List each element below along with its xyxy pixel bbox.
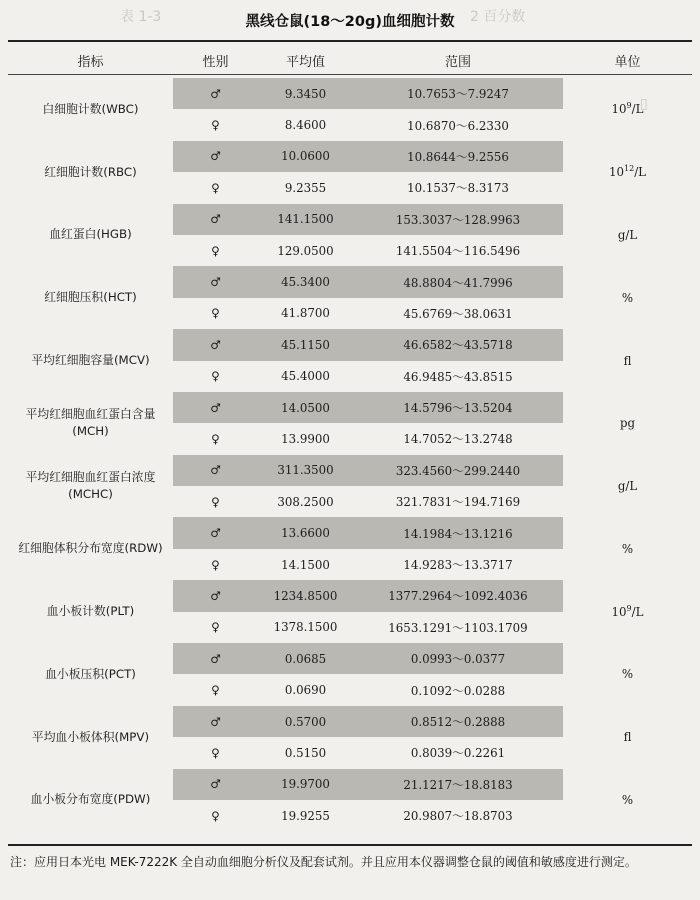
range-value: 323.4560～299.2440 xyxy=(353,455,563,486)
mean-value: 14.1500 xyxy=(258,549,353,580)
unit-cell xyxy=(563,141,692,204)
indicator-cell: 平均血小板体积(MPV) xyxy=(31,729,150,744)
range-value: 10.6870～6.2330 xyxy=(353,109,563,140)
unit-base: g/L xyxy=(617,479,638,494)
table-row xyxy=(8,643,692,674)
unit-base: fl xyxy=(623,730,632,745)
sex-symbol: ♀ xyxy=(173,612,258,643)
unit-base: % xyxy=(621,541,634,556)
header-rule xyxy=(8,74,692,75)
table-row xyxy=(8,141,692,172)
sex-symbol: ♂ xyxy=(173,78,258,109)
indicator-cell: 血小板计数(PLT) xyxy=(46,604,135,619)
mean-value: 0.5150 xyxy=(258,737,353,768)
range-value: 21.1217～18.8183 xyxy=(353,769,563,800)
sex-symbol: ♀ xyxy=(173,486,258,517)
bleed-through-text: ▯ xyxy=(640,96,648,112)
indicator-cell: 红细胞体积分布宽度(RDW) xyxy=(18,541,163,556)
unit-cell xyxy=(563,78,692,141)
unit-cell xyxy=(563,769,692,832)
sex-symbol: ♀ xyxy=(173,423,258,454)
range-value: 14.1984～13.1216 xyxy=(353,517,563,548)
unit-base: fl xyxy=(623,353,632,368)
table-row xyxy=(8,329,692,360)
unit-tail: /L xyxy=(631,604,644,619)
mean-value: 0.0685 xyxy=(258,643,353,674)
mean-value: 41.8700 xyxy=(258,298,353,329)
unit-base: pg xyxy=(619,416,636,431)
indicator-cell: 平均红细胞容量(MCV) xyxy=(31,352,150,367)
range-value: 10.8644～9.2556 xyxy=(353,141,563,172)
sex-symbol: ♀ xyxy=(173,298,258,329)
mean-value: 1234.8500 xyxy=(258,580,353,611)
unit-exponent: 12 xyxy=(624,164,635,174)
range-value: 20.9807～18.8703 xyxy=(353,800,563,831)
header-mean: 平均值 xyxy=(285,55,325,70)
mean-value: 0.5700 xyxy=(258,706,353,737)
unit-cell xyxy=(563,266,692,329)
mean-value: 311.3500 xyxy=(258,455,353,486)
mean-value: 141.1500 xyxy=(258,204,353,235)
mean-value: 9.3450 xyxy=(258,78,353,109)
mean-value: 9.2355 xyxy=(258,172,353,203)
sex-symbol: ♂ xyxy=(173,643,258,674)
unit-base: % xyxy=(621,792,634,807)
table-title: 黑线仓鼠(18～20g)血细胞计数 xyxy=(245,14,455,30)
unit-base: 10 xyxy=(611,102,627,117)
range-value: 0.0993～0.0377 xyxy=(353,643,563,674)
sex-symbol: ♂ xyxy=(173,141,258,172)
range-value: 46.6582～43.5718 xyxy=(353,329,563,360)
unit-cell xyxy=(563,580,692,643)
unit-cell xyxy=(563,204,692,267)
range-value: 14.7052～13.2748 xyxy=(353,423,563,454)
table-row xyxy=(8,769,692,800)
table-row xyxy=(8,706,692,737)
range-value: 0.8039～0.2261 xyxy=(353,737,563,768)
mean-value: 10.0600 xyxy=(258,141,353,172)
mean-value: 129.0500 xyxy=(258,235,353,266)
indicator-cell: 平均红细胞血红蛋白浓度(MCHC) xyxy=(25,469,156,502)
indicator-cell: 平均红细胞血红蛋白含量(MCH) xyxy=(25,407,156,439)
mean-value: 14.0500 xyxy=(258,392,353,423)
header-sex: 性别 xyxy=(202,55,229,70)
table-row xyxy=(8,204,692,235)
indicator-cell: 红细胞计数(RBC) xyxy=(44,164,137,179)
range-value: 141.5504～116.5496 xyxy=(353,235,563,266)
range-value: 321.7831～194.7169 xyxy=(353,486,563,517)
header-indicator: 指标 xyxy=(77,55,104,70)
unit-base: % xyxy=(621,290,634,305)
table-row xyxy=(8,517,692,548)
header-range: 范围 xyxy=(444,55,471,70)
range-value: 0.8512～0.2888 xyxy=(353,706,563,737)
sex-symbol: ♀ xyxy=(173,674,258,705)
indicator-cell: 血小板压积(PCT) xyxy=(45,666,136,681)
document-page xyxy=(8,0,692,900)
sex-symbol: ♂ xyxy=(173,706,258,737)
range-value: 10.1537～8.3173 xyxy=(353,172,563,203)
indicator-cell: 血小板分布宽度(PDW) xyxy=(30,792,151,807)
sex-symbol: ♀ xyxy=(173,737,258,768)
sex-symbol: ♂ xyxy=(173,392,258,423)
sex-symbol: ♂ xyxy=(173,517,258,548)
sex-symbol: ♀ xyxy=(173,235,258,266)
range-value: 1653.1291～1103.1709 xyxy=(353,612,563,643)
header-unit: 单位 xyxy=(614,55,641,70)
unit-exponent: 9 xyxy=(626,603,632,613)
unit-base: g/L xyxy=(617,227,638,242)
mean-value: 19.9255 xyxy=(258,800,353,831)
mean-value: 13.9900 xyxy=(258,423,353,454)
unit-exponent: 9 xyxy=(626,101,632,111)
table-top-rule xyxy=(8,40,692,42)
unit-base: 10 xyxy=(611,604,627,619)
mean-value: 8.4600 xyxy=(258,109,353,140)
table-row xyxy=(8,78,692,109)
range-value: 0.1092～0.0288 xyxy=(353,674,563,705)
mean-value: 0.0690 xyxy=(258,674,353,705)
mean-value: 45.4000 xyxy=(258,361,353,392)
sex-symbol: ♀ xyxy=(173,800,258,831)
unit-tail: /L xyxy=(631,102,644,117)
unit-cell xyxy=(563,392,692,455)
mean-value: 45.1150 xyxy=(258,329,353,360)
mean-value: 1378.1500 xyxy=(258,612,353,643)
table-header xyxy=(8,48,692,74)
blood-count-table xyxy=(8,78,692,831)
indicator-cell: 红细胞压积(HCT) xyxy=(44,290,137,305)
unit-cell xyxy=(563,455,692,518)
indicator-cell: 白细胞计数(WBC) xyxy=(42,101,139,116)
range-value: 153.3037～128.9963 xyxy=(353,204,563,235)
range-value: 10.7653～7.9247 xyxy=(353,78,563,109)
bleed-through-text: 2 百分数 xyxy=(470,9,526,25)
mean-value: 45.3400 xyxy=(258,266,353,297)
table-row xyxy=(8,580,692,611)
unit-base: % xyxy=(621,667,634,682)
unit-cell xyxy=(563,517,692,580)
table-row xyxy=(8,455,692,486)
indicator-cell: 血红蛋白(HGB) xyxy=(49,227,132,242)
sex-symbol: ♂ xyxy=(173,266,258,297)
mean-value: 19.9700 xyxy=(258,769,353,800)
sex-symbol: ♂ xyxy=(173,580,258,611)
table-row xyxy=(8,266,692,297)
sex-symbol: ♀ xyxy=(173,361,258,392)
unit-cell xyxy=(563,706,692,769)
range-value: 14.5796～13.5204 xyxy=(353,392,563,423)
mean-value: 308.2500 xyxy=(258,486,353,517)
unit-cell xyxy=(563,329,692,392)
sex-symbol: ♂ xyxy=(173,769,258,800)
sex-symbol: ♀ xyxy=(173,549,258,580)
sex-symbol: ♂ xyxy=(173,455,258,486)
range-value: 46.9485～43.8515 xyxy=(353,361,563,392)
sex-symbol: ♀ xyxy=(173,172,258,203)
mean-value: 13.6600 xyxy=(258,517,353,548)
bleed-through-text: 表 1-3 xyxy=(120,9,162,25)
table-footnote: 注：应用日本光电 MEK-7222K 全自动血细胞分析仪及配套试剂。并且应用本仪器调整仓鼠的阈值和敏感度进行测定。 xyxy=(10,855,637,869)
range-value: 1377.2964～1092.4036 xyxy=(353,580,563,611)
range-value: 45.6769～38.0631 xyxy=(353,298,563,329)
sex-symbol: ♀ xyxy=(173,109,258,140)
range-value: 14.9283～13.3717 xyxy=(353,549,563,580)
range-value: 48.8804～41.7996 xyxy=(353,266,563,297)
unit-tail: /L xyxy=(634,165,646,180)
sex-symbol: ♂ xyxy=(173,329,258,360)
sex-symbol: ♂ xyxy=(173,204,258,235)
table-bottom-rule xyxy=(8,844,692,846)
table-row xyxy=(8,392,692,423)
unit-cell xyxy=(563,643,692,706)
unit-base: 10 xyxy=(608,165,624,180)
